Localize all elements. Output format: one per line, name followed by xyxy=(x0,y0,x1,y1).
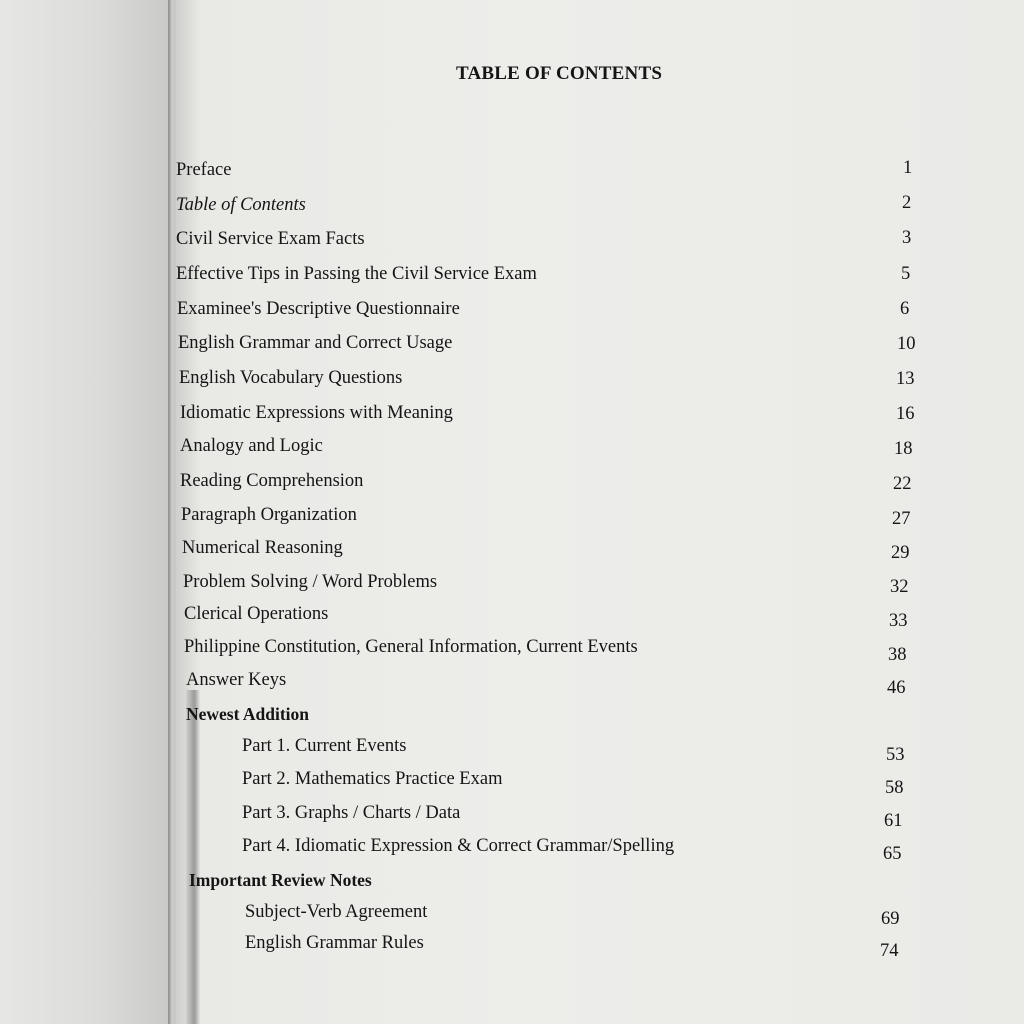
toc-entry-title: Philippine Constitution, General Information, Current Events xyxy=(184,637,638,657)
toc-subentry-title: Part 3. Graphs / Charts / Data xyxy=(242,803,461,823)
toc-entry-page: 33 xyxy=(889,611,908,631)
toc-entry-title: Answer Keys xyxy=(186,670,287,690)
toc-entry-page: 3 xyxy=(902,228,912,248)
toc-entry-title: Civil Service Exam Facts xyxy=(176,229,365,249)
toc-subentry-title: Part 1. Current Events xyxy=(242,736,407,756)
toc-entry-title: Idiomatic Expressions with Meaning xyxy=(180,403,453,423)
toc-entry-page: 1 xyxy=(903,158,913,178)
toc-entry-title: Preface xyxy=(176,160,232,180)
toc-entry-page: 27 xyxy=(892,509,911,529)
toc-entry-page: 22 xyxy=(893,474,912,494)
toc-entry-page: 58 xyxy=(885,778,904,798)
toc-subentry-title: Subject-Verb Agreement xyxy=(245,902,428,922)
toc-entry-page: 65 xyxy=(883,844,902,864)
toc-entry-page: 46 xyxy=(887,678,906,698)
toc-section-heading: Important Review Notes xyxy=(189,870,372,890)
toc-entry-page: 29 xyxy=(891,543,910,563)
toc-entry-title: English Grammar and Correct Usage xyxy=(178,333,453,353)
toc-entry-page: 69 xyxy=(881,909,900,929)
toc-entry-title: Effective Tips in Passing the Civil Service Exam xyxy=(176,264,537,284)
toc-entry-title: English Vocabulary Questions xyxy=(179,368,403,388)
toc-entry-title: Reading Comprehension xyxy=(180,471,364,491)
page-title: TABLE OF CONTENTS xyxy=(456,63,663,84)
toc-entry-page: 6 xyxy=(900,299,910,319)
toc-subentry-title: English Grammar Rules xyxy=(245,933,424,953)
toc-subentry-title: Part 4. Idiomatic Expression & Correct Grammar/Spelling xyxy=(242,836,675,856)
toc-subentry-title: Part 2. Mathematics Practice Exam xyxy=(242,769,503,789)
toc-section-heading: Newest Addition xyxy=(186,704,309,724)
toc-entry-title: Clerical Operations xyxy=(184,604,329,624)
toc-entry-page: 2 xyxy=(902,193,912,213)
toc-entry-title: Paragraph Organization xyxy=(181,505,357,525)
toc-entry-title: Examinee's Descriptive Questionnaire xyxy=(177,299,460,319)
toc-entry-page: 10 xyxy=(897,334,916,354)
toc-entry-page: 38 xyxy=(888,645,907,665)
toc-entry-title: Table of Contents xyxy=(176,195,306,215)
toc-entry-page: 5 xyxy=(901,264,911,284)
toc-entry-page: 61 xyxy=(884,811,903,831)
toc-entry-page: 18 xyxy=(894,439,913,459)
toc-entry-title: Analogy and Logic xyxy=(180,436,323,456)
toc-entry-page: 32 xyxy=(890,577,909,597)
toc-entry-title: Numerical Reasoning xyxy=(182,538,343,558)
toc-entry-page: 74 xyxy=(880,941,899,961)
toc-entry-page: 16 xyxy=(896,404,915,424)
toc-entry-title: Problem Solving / Word Problems xyxy=(183,572,438,592)
toc-entry-page: 13 xyxy=(896,369,915,389)
toc-entry-page: 53 xyxy=(886,745,905,765)
